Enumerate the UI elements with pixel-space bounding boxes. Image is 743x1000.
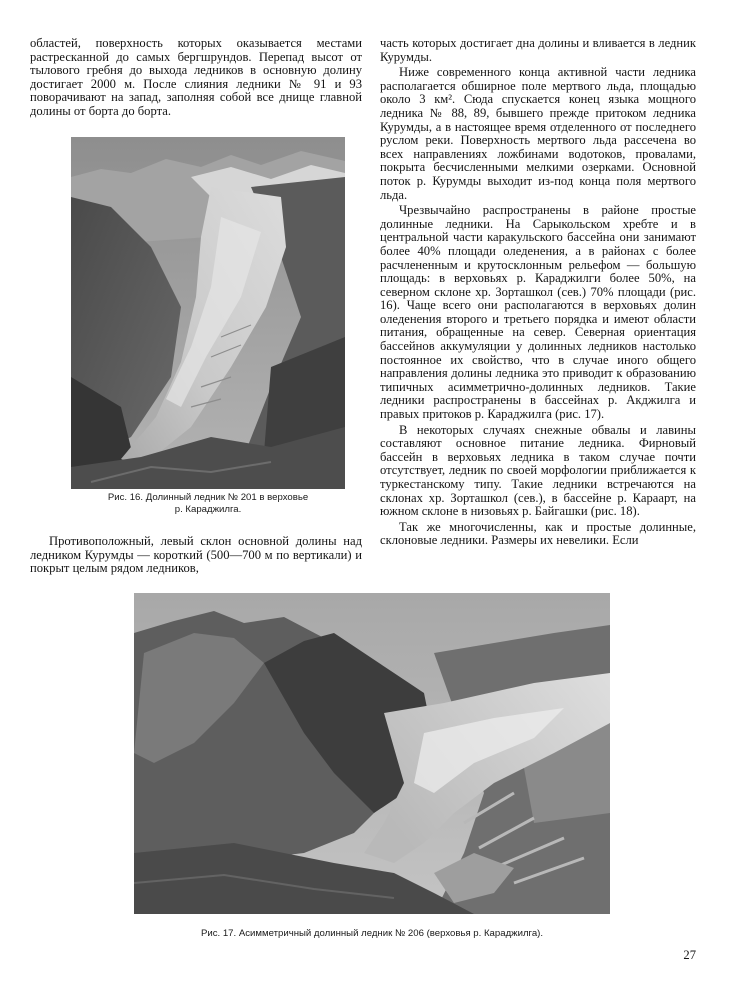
caption-line: Рис. 16. Долинный ледник № 201 в верховье: [107, 492, 309, 503]
page-number: 27: [683, 948, 696, 962]
paragraph: В некоторых случаях снежные обвалы и лавины составляют основное питание ледника. Фирновый бассейн в верховьях ледника в таком случае почти отсутствует, ледник по своей морфологии приближается к туркестанскому типу. Такие ледники встречаются на склонах хр. Зорташкол (сев.), в бассейне р. Караарт, на южном склоне в низовьях р. Байгашки (рис. 18).: [380, 422, 696, 519]
figure-17-photo: [134, 593, 610, 914]
paragraph: Чрезвычайно распространены в районе простые долинные ледники. На Сарыкольском хребте и в центральной части каракульского бассейна они занимают более 40% площади оледенения, а в районах с более расчлененным и крутосклонным рельефом — большую площадь: в верховьях р. Караджилги более 50%, на северном склоне хр. Зорташкол (сев.) 70% площади (рис. 16). Чаще всего они располагаются в верховьях долин оледенения второго и третьего порядка и имеют области питания, обращенные на север. Северная ориентация бассейнов аккумуляции у долинных ледников настолько постоянное их свойство, что в случае иного общего направления долины ледника это приводит к образованию типичных асимметрично-долинных ледников. Такие ледники распространены в бассейнах р. Акджилга и правых притоков р. Караджилга (рис. 17).: [380, 203, 696, 422]
figure-16-caption: [71, 492, 345, 516]
left-column-top-text: [30, 37, 362, 119]
left-column-bottom-text: [30, 535, 362, 576]
paragraph: Так же многочисленны, как и простые долинные, склоновые ледники. Размеры их невелики. Если: [380, 519, 696, 548]
figure-16-photo: [71, 137, 345, 489]
glacier-photo-201: [71, 137, 345, 489]
caption-line: р. Караджилга.: [174, 504, 242, 515]
paragraph: областей, поверхность которых оказывается местами растресканной до самых бергшрундов. Перепад высот от тылового гребня до выхода ледников в основную долину достигает 2000 м. После слияния ледники № 91 и 93 поворачивают на запад, заполняя собой все днище главной долины от борта до борта.: [30, 36, 362, 118]
paragraph: Ниже современного конца активной части ледника располагается обширное поле мертвого льда, площадью около 3 км². Сюда спускается конец языка мощного ледника № 88, 89, бывшего прежде притоком ледника Курумды, а в настоящее время отделенного от последнего руслом реки. Поверхность мертвого льда рассечена во всех направлениях ложбинами водотоков, провалами, покрыта бесчисленными мелкими озерками. Основной поток р. Курумды выходит из-под конца поля мертвого льда.: [380, 65, 696, 202]
paragraph: Противоположный, левый склон основной долины над ледником Курумды — короткий (500—700 м по вертикали) и покрыт целым рядом ледников,: [30, 534, 362, 576]
paragraph: часть которых достигает дна долины и вливается в ледник Курумды.: [380, 37, 696, 64]
right-column-text: [380, 37, 696, 581]
figure-17-caption: Рис. 17. Асимметричный долинный ледник № 206 (верховья р. Караджилга).: [200, 928, 544, 939]
glacier-photo-206: [134, 593, 610, 914]
